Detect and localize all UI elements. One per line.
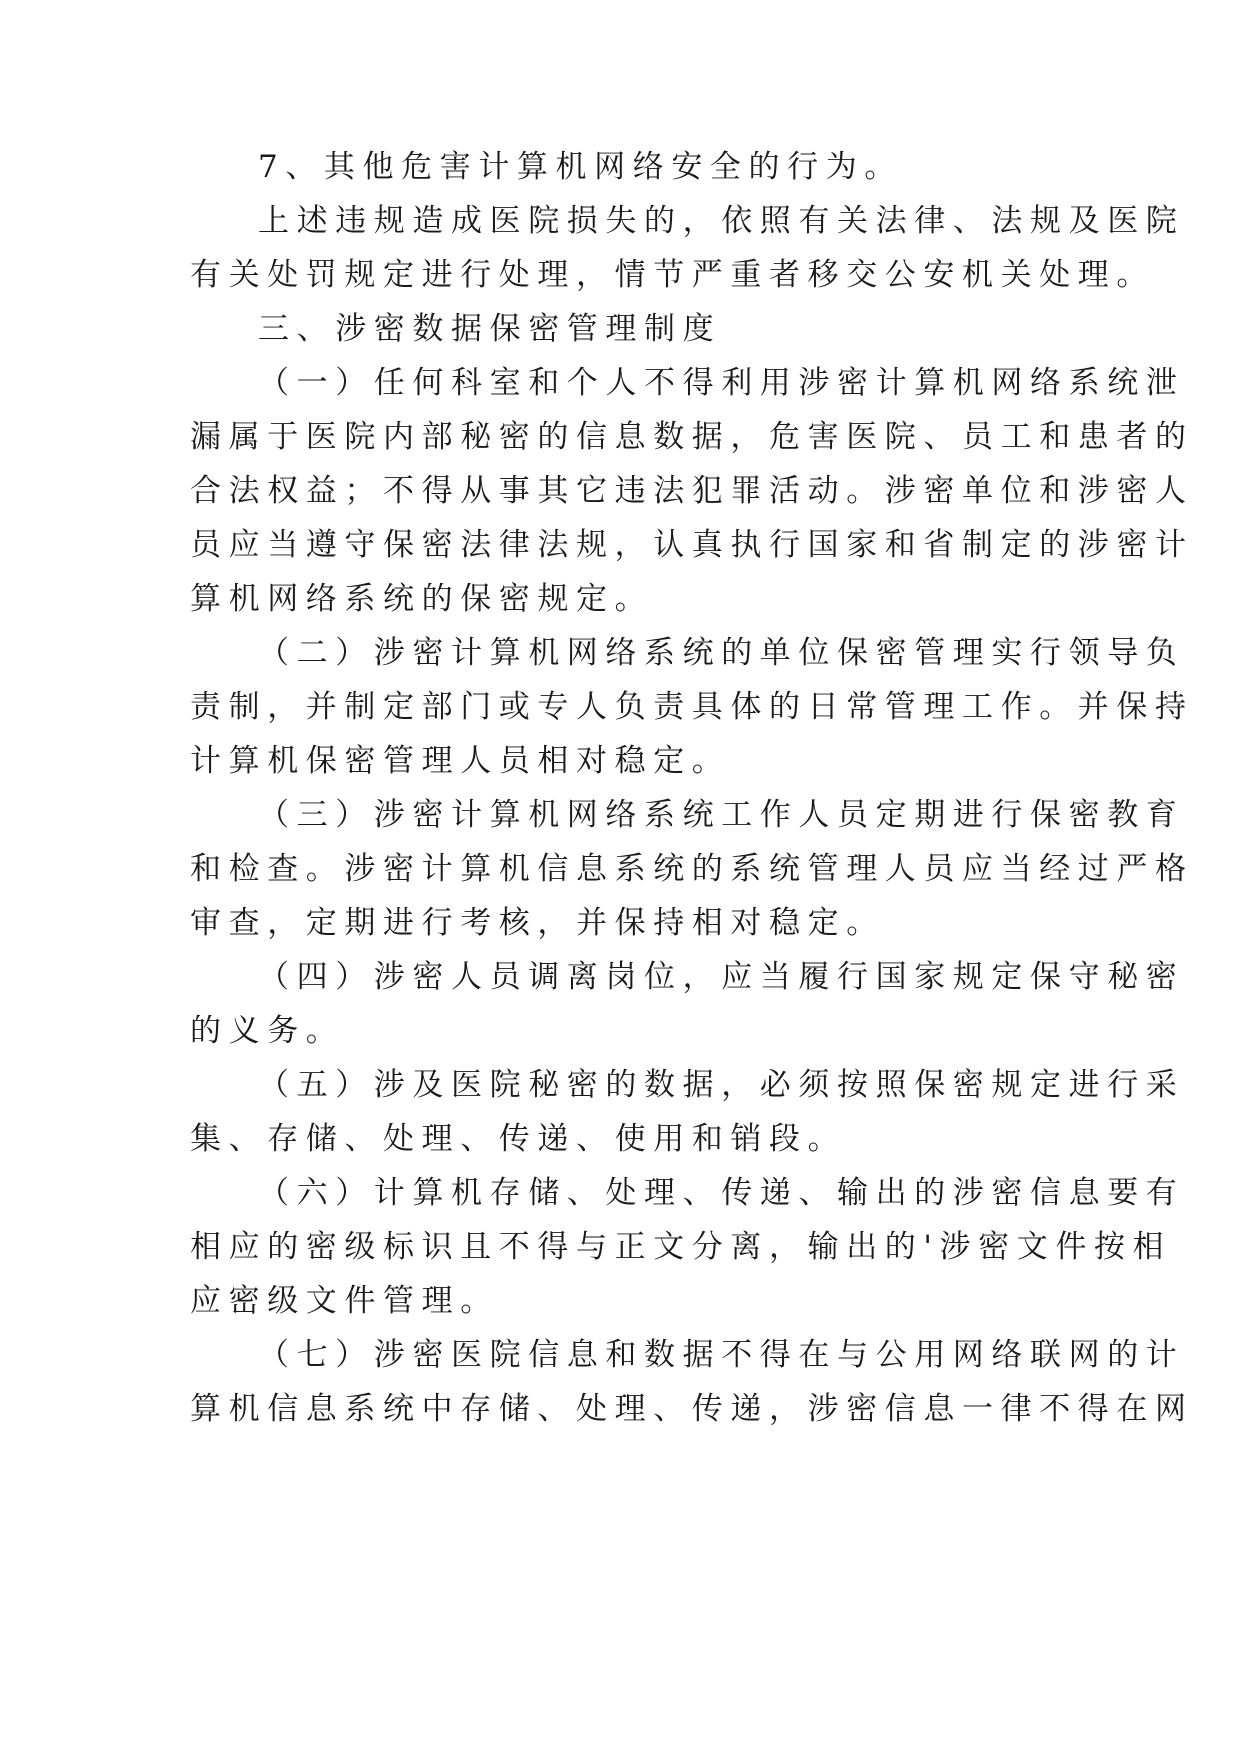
text-line: （七）涉密医院信息和数据不得在与公用网络联网的计 xyxy=(258,1337,1185,1373)
text-line: 漏属于医院内部秘密的信息数据，危害医院、员工和患者的 xyxy=(190,419,1194,455)
text-line: 的义务。 xyxy=(190,1013,345,1049)
text-line: （六）计算机存储、处理、传递、输出的涉密信息要有 xyxy=(258,1175,1185,1211)
text-line: 7、其他危害计算机网络安全的行为。 xyxy=(258,149,903,185)
text-line: （四）涉密人员调离岗位，应当履行国家规定保守秘密 xyxy=(258,959,1185,995)
text-line: 合法权益；不得从事其它违法犯罪活动。涉密单位和涉密人 xyxy=(190,473,1194,509)
text-line: 审查，定期进行考核，并保持相对稳定。 xyxy=(190,905,885,941)
text-line: 相应的密级标识且不得与正文分离，输出的'涉密文件按相 xyxy=(190,1229,1172,1265)
text-line: 和检查。涉密计算机信息系统的系统管理人员应当经过严格 xyxy=(190,851,1194,887)
text-line: 应密级文件管理。 xyxy=(190,1283,499,1319)
text-line: （一）任何科室和个人不得利用涉密计算机网络系统泄 xyxy=(258,365,1185,401)
section-heading: 三、涉密数据保密管理制度 xyxy=(258,311,722,347)
text-line: 算机信息系统中存储、处理、传递，涉密信息一律不得在网 xyxy=(190,1391,1194,1427)
text-line: 上述违规造成医院损失的，依照有关法律、法规及医院 xyxy=(258,203,1185,239)
text-line: （三）涉密计算机网络系统工作人员定期进行保密教育 xyxy=(258,797,1185,833)
text-line: （五）涉及医院秘密的数据，必须按照保密规定进行采 xyxy=(258,1067,1185,1103)
text-line: 有关处罚规定进行处理，情节严重者移交公安机关处理。 xyxy=(190,257,1155,293)
text-line: 计算机保密管理人员相对稳定。 xyxy=(190,743,731,779)
text-line: 员应当遵守保密法律法规，认真执行国家和省制定的涉密计 xyxy=(190,527,1194,563)
text-line: （二）涉密计算机网络系统的单位保密管理实行领导负 xyxy=(258,635,1185,671)
text-line: 责制，并制定部门或专人负责具体的日常管理工作。并保持 xyxy=(190,689,1194,725)
text-line: 算机网络系统的保密规定。 xyxy=(190,581,654,617)
text-line: 集、存储、处理、传递、使用和销段。 xyxy=(190,1121,847,1157)
